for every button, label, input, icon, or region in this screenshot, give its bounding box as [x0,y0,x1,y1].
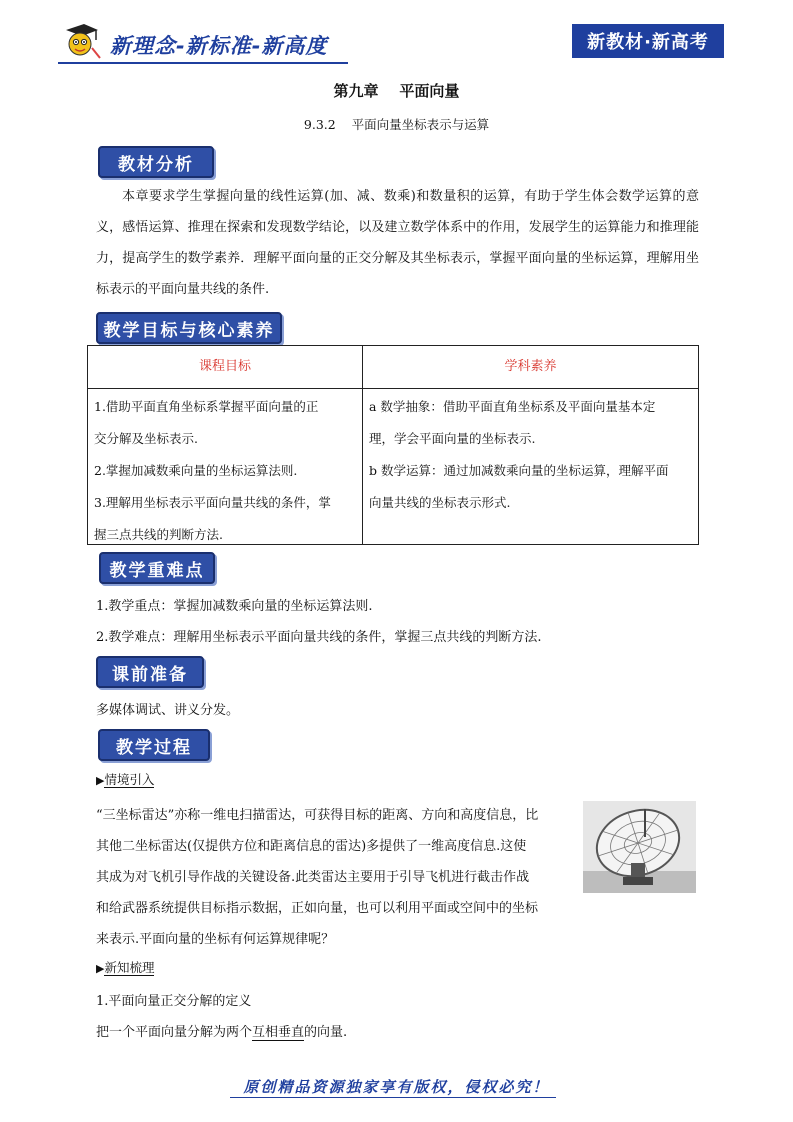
triangle-bullet-icon: ▶ [96,774,105,787]
table-cell-literacy [369,391,697,519]
course-goal-line: 交分解及坐标表示. [94,431,198,446]
new-knowledge-subheading-label: 新知梳理 [104,960,155,975]
table-cell-course-goals [94,391,360,551]
new-knowledge-subheading [96,958,154,976]
analysis-paragraph: 本章要求学生掌握向量的线性运算(加、减、数乘)和数量积的运算，有助于学生体会数学运算的意义，感悟运算、推理在探索和发现数学结论，以及建立数学体系中的作用，发展学生的运算能力和推理能力，提高学生的数学素养．理解平面向量的正交分解及其坐标表示，掌握平面向量的坐标运算，理解用坐标表示的平面向量共线的条件. [96,189,699,297]
header-slogan: 新理念-新标准-新高度 [110,34,328,58]
header-underline [58,62,348,64]
course-goal-line: 1.借助平面直角坐标系掌握平面向量的正 [94,399,319,414]
intro-line: “三坐标雷达”亦称一维电扫描雷达，可获得目标的距离、方向和高度信息，比 [96,808,539,823]
key-point-focus: 1.教学重点：掌握加减数乘向量的坐标运算法则. [96,599,373,614]
literacy-line: 向量共线的坐标表示形式. [369,495,511,510]
table-header-course-goals: 课程目标 [198,359,251,374]
intro-subheading [96,770,154,788]
definition-prefix: 把一个平面向量分解为两个 [96,1025,253,1040]
literacy-line: 理，学会平面向量的坐标表示. [369,431,536,446]
table-column-divider [362,346,363,544]
copyright-footer: 原创精品资源独家享有版权，侵权必究！ [243,1078,550,1096]
section-badge-process: 教学过程 [98,729,210,761]
radar-photo [583,801,696,893]
definition-suffix: 的向量. [304,1025,348,1040]
section-badge-preparation: 课前准备 [96,656,204,688]
course-goal-line: 3.理解用坐标表示平面向量共线的条件，掌 [94,495,331,510]
preparation-text: 多媒体调试、讲义分发。 [96,703,240,718]
intro-subheading-label: 情境引入 [104,772,155,787]
definition-sentence [96,1021,347,1040]
literacy-line: a 数学抽象：借助平面直角坐标系及平面向量基本定 [369,399,656,414]
objectives-table [87,345,699,545]
triangle-bullet-icon: ▶ [96,962,105,975]
section-badge-key-points: 教学重难点 [99,552,215,584]
intro-line: 来表示.平面向量的坐标有何运算规律呢？ [96,932,335,947]
course-goal-line: 握三点共线的判断方法. [94,527,223,542]
key-point-difficulty: 2.教学难点：理解用坐标表示平面向量共线的条件，掌握三点共线的判断方法. [96,630,542,645]
section-badge-objectives: 教学目标与核心素养 [96,312,282,344]
chapter-title: 第九章 平面向量 [333,82,460,100]
definition-title: 1.平面向量正交分解的定义 [96,994,252,1009]
footer-underline [230,1097,556,1098]
intro-paragraph [96,800,576,955]
intro-line: 和给武器系统提供目标指示数据，正如向量，也可以利用平面或空间中的坐标 [96,901,539,916]
mascot-logo-icon [58,22,102,62]
table-row-divider [88,388,698,389]
section-title: 9.3.2 平面向量坐标表示与运算 [303,117,490,132]
section-badge-analysis: 教材分析 [98,146,214,178]
course-goal-line: 2.掌握加减数乘向量的坐标运算法则. [94,463,298,478]
table-header-literacy: 学科素养 [504,359,557,374]
intro-line: 其成为对飞机引导作战的关键设备.此类雷达主要用于引导飞机进行截击作战 [96,870,530,885]
literacy-line: b 数学运算：通过加减数乘向量的坐标运算，理解平面 [369,463,669,478]
header-badge: 新教材·新高考 [572,24,724,58]
intro-line: 其他二坐标雷达(仅提供方位和距离信息的雷达)多提供了一维高度信息.这使 [96,839,527,854]
definition-underlined-term: 互相垂直 [252,1025,305,1040]
